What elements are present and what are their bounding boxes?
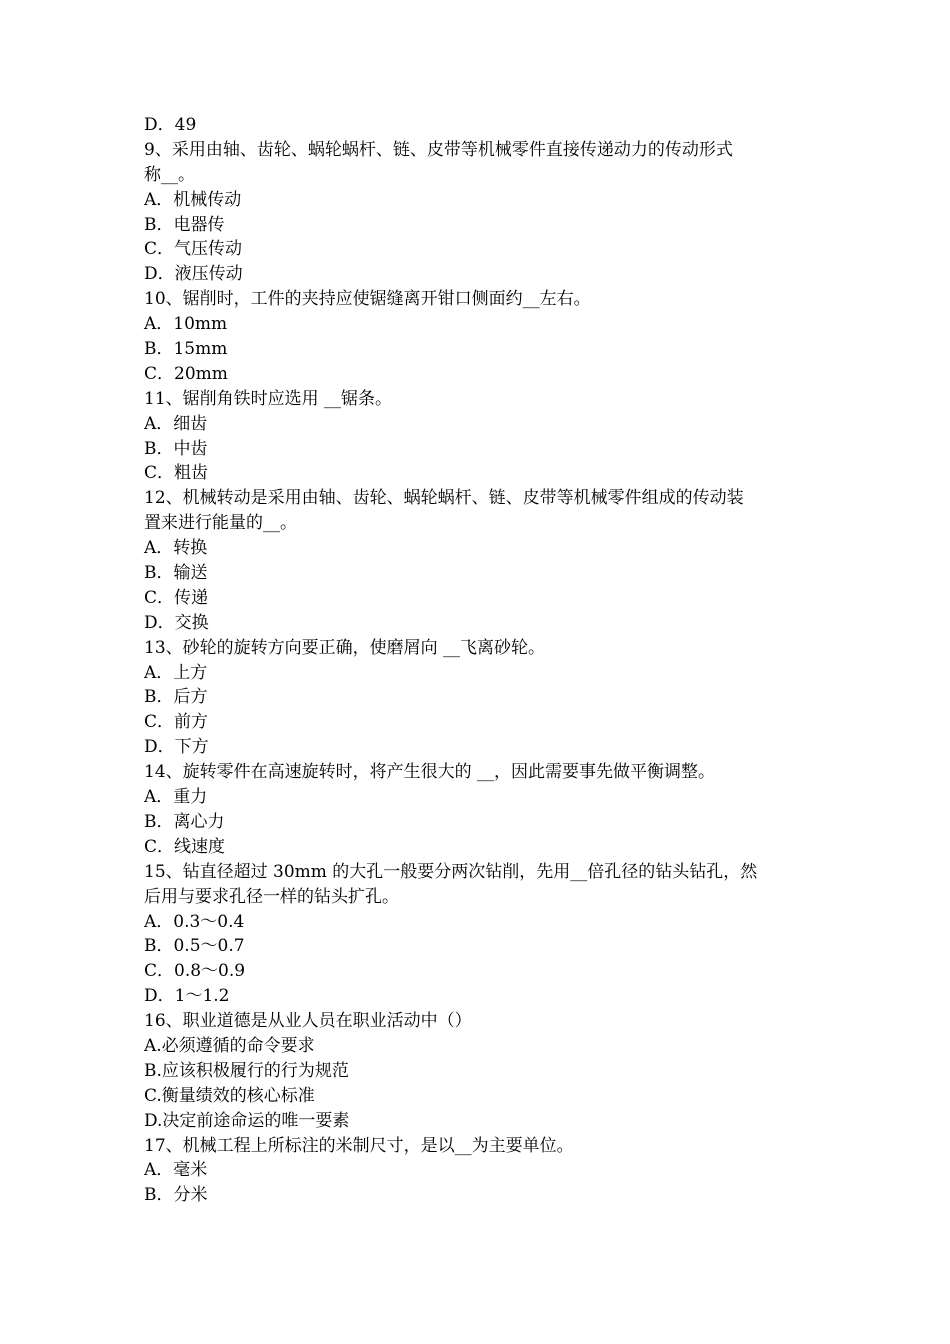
question-12-line-1: 12、机械转动是采用由轴、齿轮、蜗轮蜗杆、链、皮带等机械零件组成的传动装 <box>144 488 744 509</box>
question-9-line-1: 9、采用由轴、齿轮、蜗轮蜗杆、链、皮带等机械零件直接传递动力的传动形式 <box>144 139 733 160</box>
question-14: 14、旋转零件在高速旋转时，将产生很大的 __，因此需要事先做平衡调整。 <box>144 762 716 783</box>
text-line: D．49 <box>144 115 197 135</box>
option-line: C.衡量绩效的核心标准 <box>144 1085 315 1106</box>
option-line: C．气压传动 <box>144 239 243 260</box>
option-line: B．后方 <box>144 687 208 708</box>
option-line: C．20mm <box>144 363 228 384</box>
question-11: 11、锯削角铁时应选用 __锯条。 <box>144 388 393 409</box>
option-line: A．细齿 <box>144 413 208 434</box>
option-line: C．传递 <box>144 587 209 608</box>
question-15-line-1: 15、钻直径超过 30mm 的大孔一般要分两次钻削，先用__倍孔径的钻头钻孔，然 <box>144 861 758 882</box>
option-line: A．重力 <box>144 787 208 808</box>
option-line: C．0.8～0.9 <box>144 961 246 982</box>
option-line: A．转换 <box>144 538 208 559</box>
document-page <box>144 113 809 1208</box>
option-line: A．毫米 <box>144 1160 208 1181</box>
question-12-line-2: 置来进行能量的__。 <box>144 513 297 534</box>
option-line: A.必须遵循的命令要求 <box>144 1035 315 1056</box>
question-17: 17、机械工程上所标注的米制尺寸，是以__为主要单位。 <box>144 1135 574 1156</box>
question-16: 16、职业道德是从业人员在职业活动中（） <box>144 1011 472 1032</box>
question-10: 10、锯削时，工件的夹持应使锯缝离开钳口侧面约__左右。 <box>144 289 591 310</box>
option-line: D．1～1.2 <box>144 986 230 1007</box>
option-line: D．下方 <box>144 737 209 758</box>
option-line: A．上方 <box>144 662 208 683</box>
question-13: 13、砂轮的旋转方向要正确，使磨屑向 __飞离砂轮。 <box>144 637 546 658</box>
option-line: D．液压传动 <box>144 264 243 285</box>
question-9-line-2: 称__。 <box>144 164 195 185</box>
option-line: B．0.5～0.7 <box>144 936 245 957</box>
option-line: B．中齿 <box>144 438 208 459</box>
option-line: B．分米 <box>144 1185 208 1206</box>
option-line: B．离心力 <box>144 811 225 832</box>
option-line: B.应该积极履行的行为规范 <box>144 1060 349 1081</box>
option-line: C．前方 <box>144 712 209 733</box>
option-line: D.决定前途命运的唯一要素 <box>144 1110 350 1131</box>
option-line: A．机械传动 <box>144 189 242 210</box>
option-line: B．输送 <box>144 563 208 584</box>
question-15-line-2: 后用与要求孔径一样的钻头扩孔。 <box>144 886 399 907</box>
option-line: B．15mm <box>144 339 228 360</box>
option-line: A．10mm <box>144 314 228 335</box>
option-line: B．电器传 <box>144 214 225 235</box>
option-line: C．粗齿 <box>144 463 209 484</box>
option-line: D．交换 <box>144 612 209 633</box>
option-line: A．0.3～0.4 <box>144 911 245 932</box>
option-line: C．线速度 <box>144 836 226 857</box>
